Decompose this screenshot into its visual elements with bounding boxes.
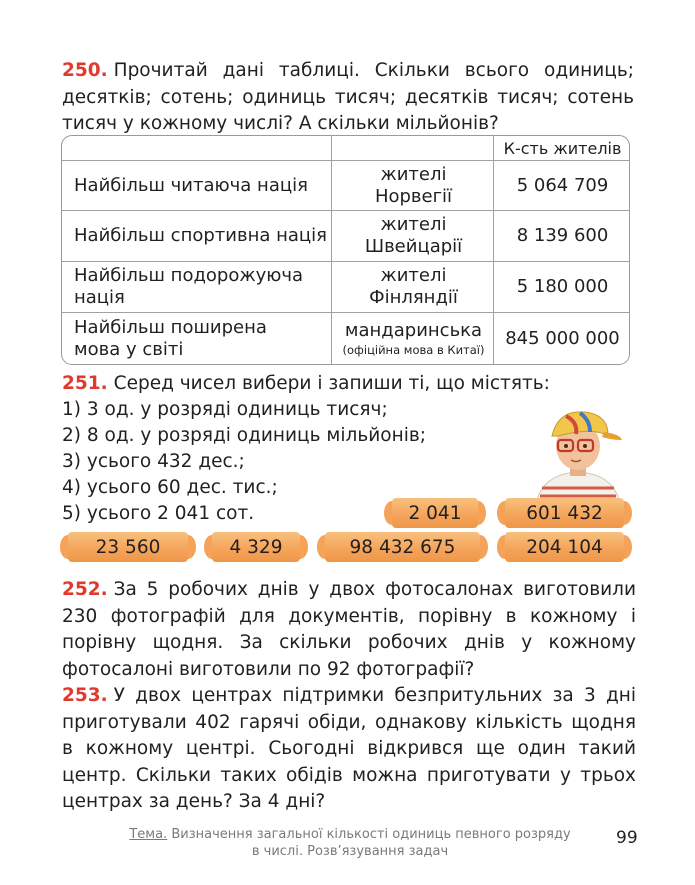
population-table: [61, 135, 630, 365]
boy-illustration: [528, 404, 628, 504]
table-row-who: жителі Швейцарії: [364, 214, 463, 257]
table-row-count: 8 139 600: [516, 225, 609, 246]
task-251: [62, 371, 622, 398]
list-item: 3) усього 432 дес.;: [62, 451, 245, 472]
page-number: 99: [616, 828, 638, 848]
table-row-who: жителі Фінляндії: [369, 265, 458, 308]
table-row-count: 845 000 000: [505, 328, 620, 349]
list-item: 2) 8 од. у розряді одиниць мільйонів;: [62, 425, 426, 446]
table-row-count: 5 180 000: [516, 276, 609, 297]
list-item: 1) 3 од. у розряді одиниць тисяч;: [62, 399, 388, 420]
number-plaque: 98 432 675: [317, 532, 488, 562]
table-row-title: Найбільш спортивна нація: [74, 225, 327, 246]
page-footer: [120, 826, 580, 860]
task-253: [62, 683, 636, 816]
task-text: У двох центрах підтримки безпритульних за 3 дні приготували 402 гарячі обіди, однакову кількість щодня в кожному центрі. Сьогодні відкрився ще один такий центр. Скільки таких обідів можна приготувати у трьох центрах за день? За 4 дні?: [62, 685, 636, 812]
table-header-count: К-сть жителів: [503, 139, 622, 158]
task-250: [62, 58, 634, 138]
table-row-who: мандаринська (офіційна мова в Китаї): [342, 320, 485, 357]
task-252: [62, 577, 636, 683]
number-plaque: 2 041: [384, 498, 486, 528]
table-row-count: 5 064 709: [516, 174, 609, 196]
footer-topic: Визначення загальної кількості одиниць певного розряду: [171, 827, 571, 842]
task-number: 253.: [62, 685, 108, 706]
table-row-title: Найбільш подорожуюча нація: [74, 265, 304, 308]
task-text: Прочитай дані таблиці. Скільки всього одиниць; десятків; сотень; одиниць тисяч; десятків тисяч; сотень тисяч у кожному числі? А скільки мільйонів?: [62, 60, 634, 134]
task-number: 251.: [62, 373, 108, 394]
task-text: За 5 робочих днів у двох фотосалонах виготовили 230 фотографій для документів, порівну в кожному і порівну щодня. За скільки робочих днів у кожному фотосалоні виготовили по 92 фотографії?: [62, 579, 636, 680]
list-item: 4) усього 60 дес. тис.;: [62, 477, 278, 498]
number-plaque: 23 560: [60, 532, 196, 562]
task-number: 252.: [62, 579, 108, 600]
footer-topic-cont: в числі. Розв’язування задач: [251, 844, 449, 859]
conditions-list: [62, 397, 426, 527]
table-row-who: жителі Норвегії: [374, 163, 453, 207]
number-plaque: 204 104: [497, 532, 632, 562]
footer-label: Тема.: [129, 827, 168, 842]
table-row-title: Найбільш поширена мова у світі: [74, 317, 267, 360]
number-plaque: 4 329: [204, 532, 308, 562]
task-text: Серед чисел вибери і запиши ті, що містять:: [113, 373, 550, 394]
list-item: 5) усього 2 041 сот.: [62, 503, 255, 524]
number-plaque: 601 432: [497, 498, 632, 528]
table-row-title: Найбільш читаюча нація: [74, 174, 308, 196]
task-number: 250.: [62, 60, 108, 81]
